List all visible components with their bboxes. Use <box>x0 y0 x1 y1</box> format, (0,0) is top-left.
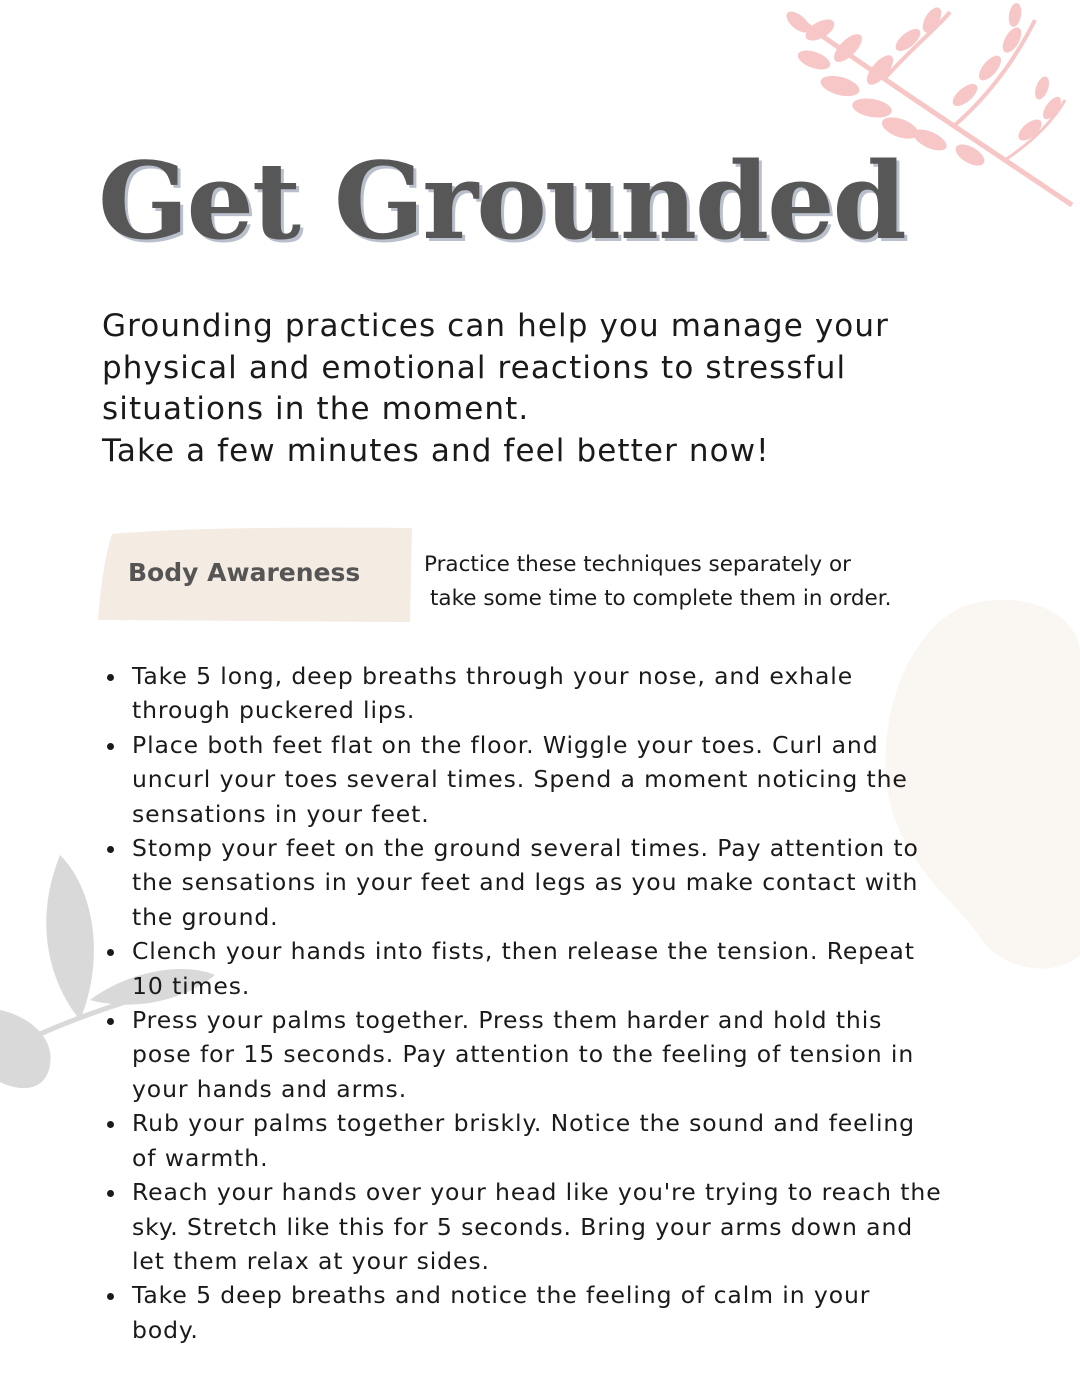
section-tag-label: Body Awareness <box>128 558 361 587</box>
list-item <box>104 1106 1004 1175</box>
section-tag <box>98 526 412 622</box>
section-note <box>424 548 1024 616</box>
intro-line: situations in the moment. <box>102 391 530 427</box>
page-title: Get Grounded <box>98 138 905 263</box>
list-item-line: pose for 15 seconds. Pay attention to the feeling of tension in <box>132 1040 915 1069</box>
list-item-line: the sensations in your feet and legs as you make contact with <box>132 868 919 897</box>
list-item-line: of warmth. <box>132 1143 269 1172</box>
section-note-line: take some time to complete them in order. <box>430 586 892 611</box>
section-note-line: Practice these techniques separately or <box>424 552 851 577</box>
list-item-line: through puckered lips. <box>132 696 416 725</box>
list-item-line: sensations in your feet. <box>132 799 430 828</box>
list-item-line: Reach your hands over your head like you're trying to reach the <box>132 1178 942 1207</box>
list-item <box>104 1278 1004 1347</box>
list-item-line: your hands and arms. <box>132 1074 408 1103</box>
list-item-line: uncurl your toes several times. Spend a moment noticing the <box>132 765 908 794</box>
technique-list <box>104 659 1004 1347</box>
list-item-line: let them relax at your sides. <box>132 1246 490 1275</box>
list-item-line: Take 5 long, deep breaths through your nose, and exhale <box>132 662 854 690</box>
list-item <box>104 831 1004 934</box>
list-item-line: Take 5 deep breaths and notice the feeling of calm in your <box>132 1281 871 1310</box>
list-item-line: Stomp your feet on the ground several times. Pay attention to <box>132 834 919 863</box>
intro-line: Grounding practices can help you manage your <box>102 308 889 344</box>
intro-line: Take a few minutes and feel better now! <box>102 432 770 469</box>
list-item-line: Place both feet flat on the floor. Wiggle your toes. Curl and <box>132 730 879 759</box>
list-item <box>104 1003 1004 1106</box>
list-item-line: body. <box>132 1315 199 1344</box>
list-item-line: Clench your hands into fists, then release the tension. Repeat <box>132 937 915 966</box>
list-item-line: the ground. <box>132 902 279 931</box>
list-item-line: sky. Stretch like this for 5 seconds. Bring your arms down and <box>132 1212 914 1241</box>
list-item <box>104 934 1004 1003</box>
list-item <box>104 1175 1004 1278</box>
list-item <box>104 659 1004 728</box>
list-item <box>104 728 1004 831</box>
intro-line: physical and emotional reactions to stressful <box>102 349 847 386</box>
intro-paragraph <box>102 306 1002 472</box>
list-item-line: Press your palms together. Press them harder and hold this <box>132 1006 883 1035</box>
list-item-line: Rub your palms together briskly. Notice the sound and feeling <box>132 1109 915 1138</box>
list-item-line: 10 times. <box>132 971 251 1000</box>
